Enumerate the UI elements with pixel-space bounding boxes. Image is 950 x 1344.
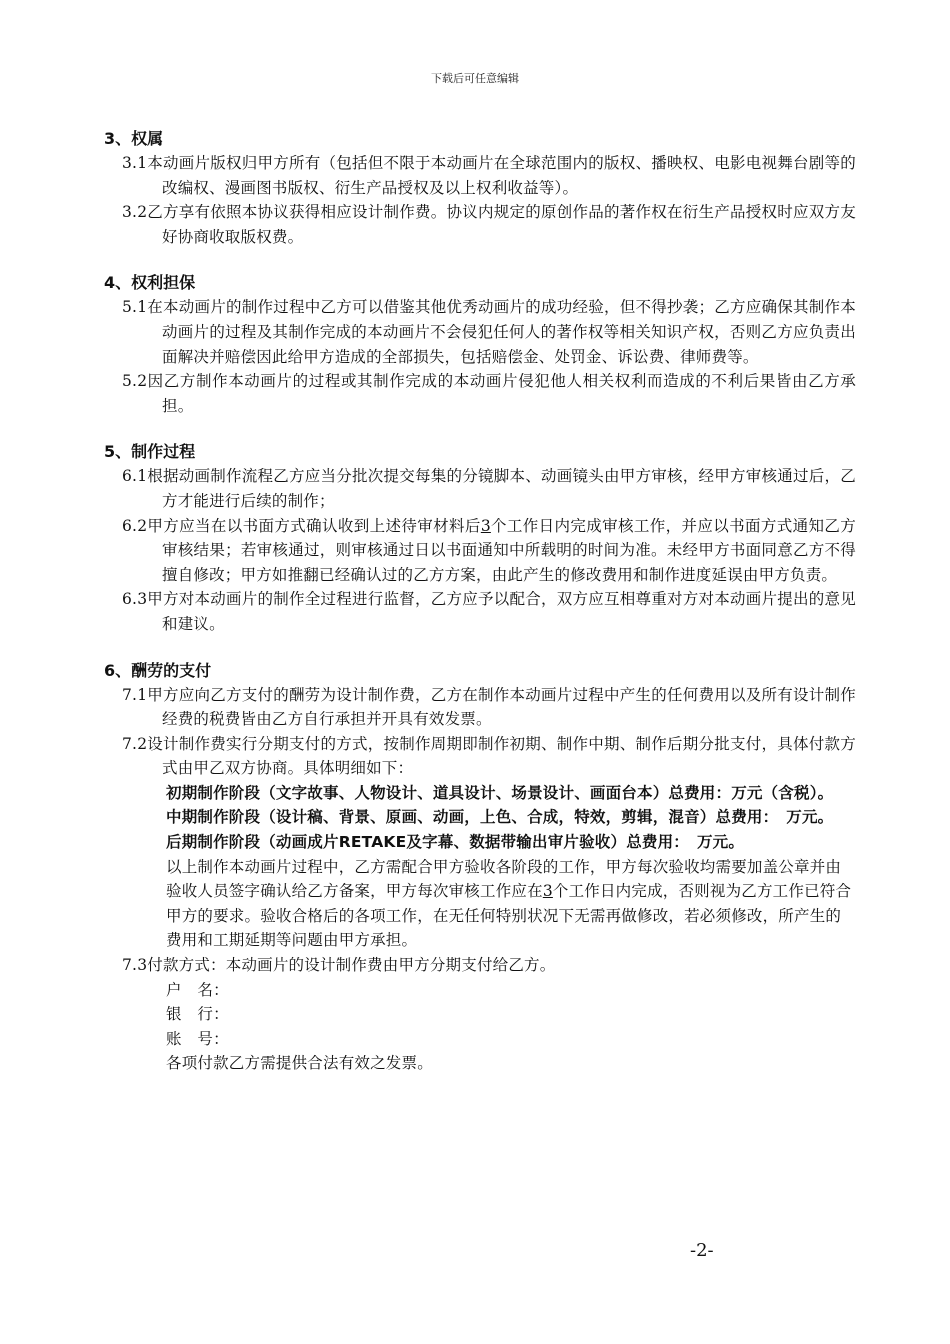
phase-middle: 中期制作阶段（设计稿、背景、原画、动画，上色、合成，特效，剪辑，混音）总费用： 万元。 xyxy=(166,808,834,827)
page-header: 下载后可任意编辑 xyxy=(431,72,519,85)
clause: 5.2因乙方制作本动画片的过程或其制作完成的本动画片侵犯他人相关权利而造成的不利后果皆由乙方承担。 xyxy=(122,372,856,415)
section-payment xyxy=(104,658,856,1077)
page-number: -2- xyxy=(690,1240,714,1261)
account-number-field: 账 号： xyxy=(166,1029,229,1048)
clause-text: 个工作日内完成审核工作，并应以书面方式通知乙方审核结果；若审核通过，则审核通过日以书面通知中所载明的时间为准。未经甲方书面同意乙方不得擅自修改；甲方如推翻已经确认过的乙方方案，由此产生的修改费用和制作进度延误由甲方负责。 xyxy=(162,516,857,584)
clause: 3.2乙方享有依照本协议获得相应设计制作费。协议内规定的原创作品的著作权在衍生产品授权时应双方友好协商收取版权费。 xyxy=(122,203,856,246)
acceptance-paragraph xyxy=(104,855,856,953)
clause: 6.3甲方对本动画片的制作全过程进行监督，乙方应予以配合，双方应互相尊重对方对本动画片提出的意见和建议。 xyxy=(122,590,856,633)
phase-early: 初期制作阶段（文字故事、人物设计、道具设计、场景设计、画面台本）总费用：万元（含税）。 xyxy=(166,783,834,802)
account-name-field: 户 名： xyxy=(166,980,229,999)
section-heading: 4、权利担保 xyxy=(104,273,196,293)
section-ownership xyxy=(104,126,856,249)
section-warranty xyxy=(104,270,856,418)
clause: 3.1本动画片版权归甲方所有（包括但不限于本动画片在全球范围内的版权、播映权、电影电视舞台剧等的改编权、漫画图书版权、衍生产品授权及以上权利收益等）。 xyxy=(122,154,856,197)
section-heading: 5、制作过程 xyxy=(104,442,196,462)
clause: 5.1在本动画片的制作过程中乙方可以借鉴其他优秀动画片的成功经验，但不得抄袭；乙方应确保其制作本动画片的过程及其制作完成的本动画片不会侵犯任何人的著作权等相关知识产权，否则乙方应负责出面解决并赔偿因此给甲方造成的全部损失，包括赔偿金、处罚金、诉讼费、律师费等。 xyxy=(122,298,856,366)
clause-text: 6.2甲方应当在以书面方式确认收到上述待审材料后 xyxy=(122,516,481,535)
section-heading: 3、权属 xyxy=(104,129,164,148)
section-heading: 6、酬劳的支付 xyxy=(104,660,212,680)
clause-text: 以上制作本动画片过程中，乙方需配合甲方验收各阶段的工作，甲方每次验收均需要加盖公章并由验收人员签字确认给乙方备案，甲方每次审核工作应在 xyxy=(166,857,842,901)
clause-text: 个工作日内完成，否则视为乙方工作已符合甲方的要求。验收合格后的各项工作，在无任何特别状况下无需再做修改，若必须修改，所产生的费用和工期延期等问题由甲方承担。 xyxy=(166,882,852,950)
section-production xyxy=(104,439,856,636)
clause: 7.3付款方式：本动画片的设计制作费由甲方分期支付给乙方。 xyxy=(122,956,556,975)
invoice-note: 各项付款乙方需提供合法有效之发票。 xyxy=(166,1054,433,1073)
clause xyxy=(104,514,856,588)
phase-late: 后期制作阶段（动画成片RETAKE及字幕、数据带输出审片验收）总费用： 万元。 xyxy=(166,833,745,852)
clause: 7.1甲方应向乙方支付的酬劳为设计制作费，乙方在制作本动画片过程中产生的任何费用以及所有设计制作经费的税费皆由乙方自行承担并开具有效发票。 xyxy=(122,685,856,729)
underlined-days: 3 xyxy=(542,882,553,901)
bank-field: 银 行： xyxy=(166,1005,229,1024)
document-body xyxy=(104,126,856,1097)
underlined-days: 3 xyxy=(480,516,491,535)
clause: 7.2设计制作费实行分期支付的方式，按制作周期即制作初期、制作中期、制作后期分批支付，具体付款方式由甲乙双方协商。具体明细如下： xyxy=(122,734,856,778)
clause: 6.1根据动画制作流程乙方应当分批次提交每集的分镜脚本、动画镜头由甲方审核，经甲方审核通过后，乙方才能进行后续的制作； xyxy=(122,467,856,510)
